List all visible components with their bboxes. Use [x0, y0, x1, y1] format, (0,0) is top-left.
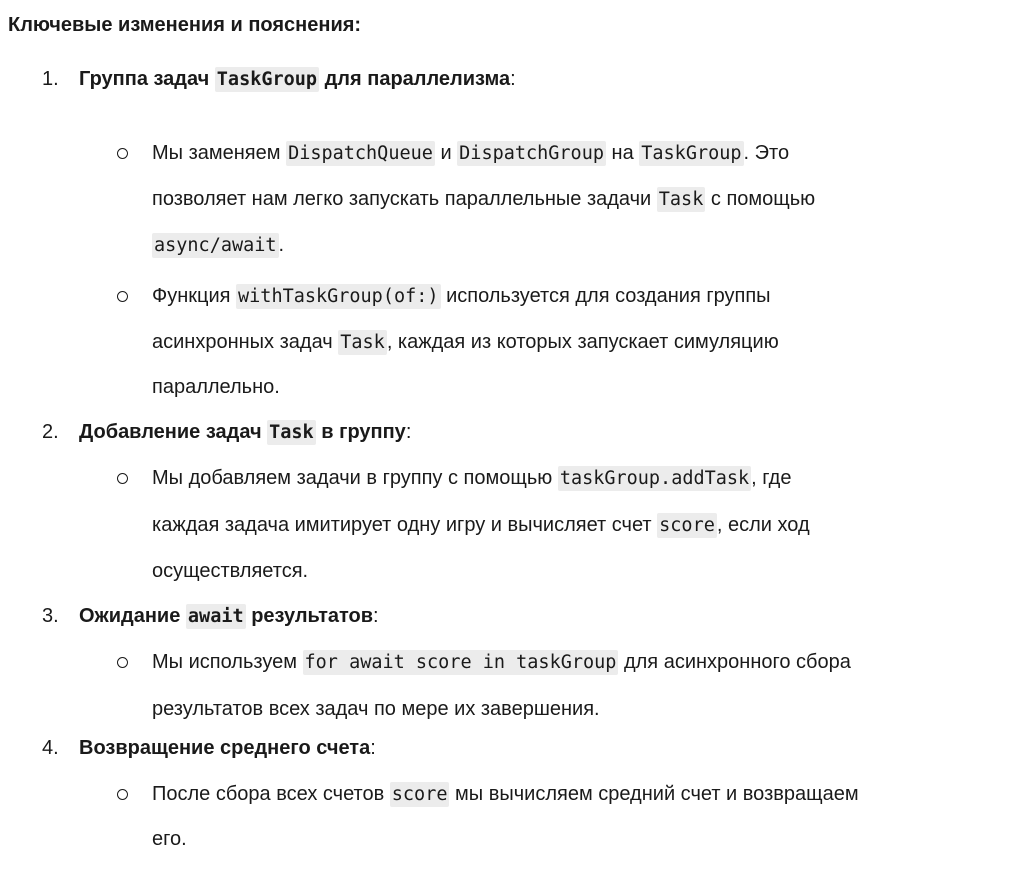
- inline-code: score: [659, 515, 715, 536]
- inline-code: Task: [269, 422, 314, 443]
- inline-code: async/await: [154, 235, 277, 256]
- list-number: 4.: [42, 737, 59, 759]
- bullet-line: его.: [152, 828, 187, 850]
- bullet-line: позволяет нам легко запускать параллельные задачи Task с помощью: [152, 188, 816, 210]
- bullet-line: каждая задача имитирует одну игру и вычисляет счет score , если ход: [152, 514, 810, 536]
- list-number: 3.: [42, 605, 59, 627]
- bullet-line: Мы заменяем DispatchQueue и DispatchGroup на TaskGroup . Это: [152, 142, 790, 164]
- inline-code: score: [391, 784, 448, 805]
- title-text: в группу: [321, 421, 406, 443]
- bullet-line: результатов всех задач по мере их завершения.: [152, 698, 600, 720]
- title-text: Группа задач: [79, 68, 210, 90]
- title-text: результатов: [251, 605, 374, 627]
- bullet-line: параллельно.: [152, 376, 280, 398]
- inline-code: DispatchQueue: [288, 143, 433, 164]
- list-number: 1.: [42, 68, 59, 90]
- bullet-circle-icon: [117, 657, 128, 668]
- inline-code: Task: [658, 189, 704, 210]
- bullet-circle-icon: [117, 789, 128, 800]
- section-heading: Ключевые изменения и пояснения:: [8, 14, 362, 36]
- bullet-line: После сбора всех счетов score мы вычисляем средний счет и возвращаем: [152, 783, 859, 805]
- inline-code: await: [187, 606, 244, 627]
- list-item-title: Добавление задач Task в группу:: [79, 421, 412, 443]
- bullet-line: осуществляется.: [152, 560, 309, 582]
- bullet-line: асинхронных задач Task , каждая из которых запускает симуляцию: [152, 331, 779, 353]
- bullet-circle-icon: [117, 291, 128, 302]
- inline-code: Task: [340, 332, 385, 353]
- bullet-circle-icon: [117, 148, 128, 159]
- list-item-title: Группа задач TaskGroup для параллелизма:: [79, 68, 516, 90]
- bullet-line: async/await .: [154, 234, 285, 256]
- list-item-title: Возвращение среднего счета:: [79, 737, 376, 759]
- list-item-title: Ожидание await результатов:: [79, 605, 379, 627]
- bullet-line: Мы добавляем задачи в группу с помощью taskGroup.addTask , где: [152, 467, 792, 489]
- bullet-line: Мы используем for await score in taskGroup для асинхронного сбора: [152, 651, 851, 673]
- inline-code: withTaskGroup(of:): [238, 286, 439, 307]
- inline-code: taskGroup.addTask: [559, 468, 750, 489]
- title-text: Возвращение среднего счета: [79, 737, 371, 759]
- inline-code: TaskGroup: [641, 143, 742, 164]
- inline-code: TaskGroup: [216, 69, 318, 90]
- title-text: Добавление задач: [79, 421, 262, 443]
- title-text: Ожидание: [79, 605, 181, 627]
- title-text: для параллелизма: [324, 68, 511, 90]
- bullet-circle-icon: [117, 473, 128, 484]
- inline-code: DispatchGroup: [459, 143, 604, 164]
- inline-code: for await score in taskGroup: [304, 652, 617, 673]
- list-number: 2.: [42, 421, 59, 443]
- bullet-line: Функция withTaskGroup(of:) используется для создания группы: [152, 285, 771, 307]
